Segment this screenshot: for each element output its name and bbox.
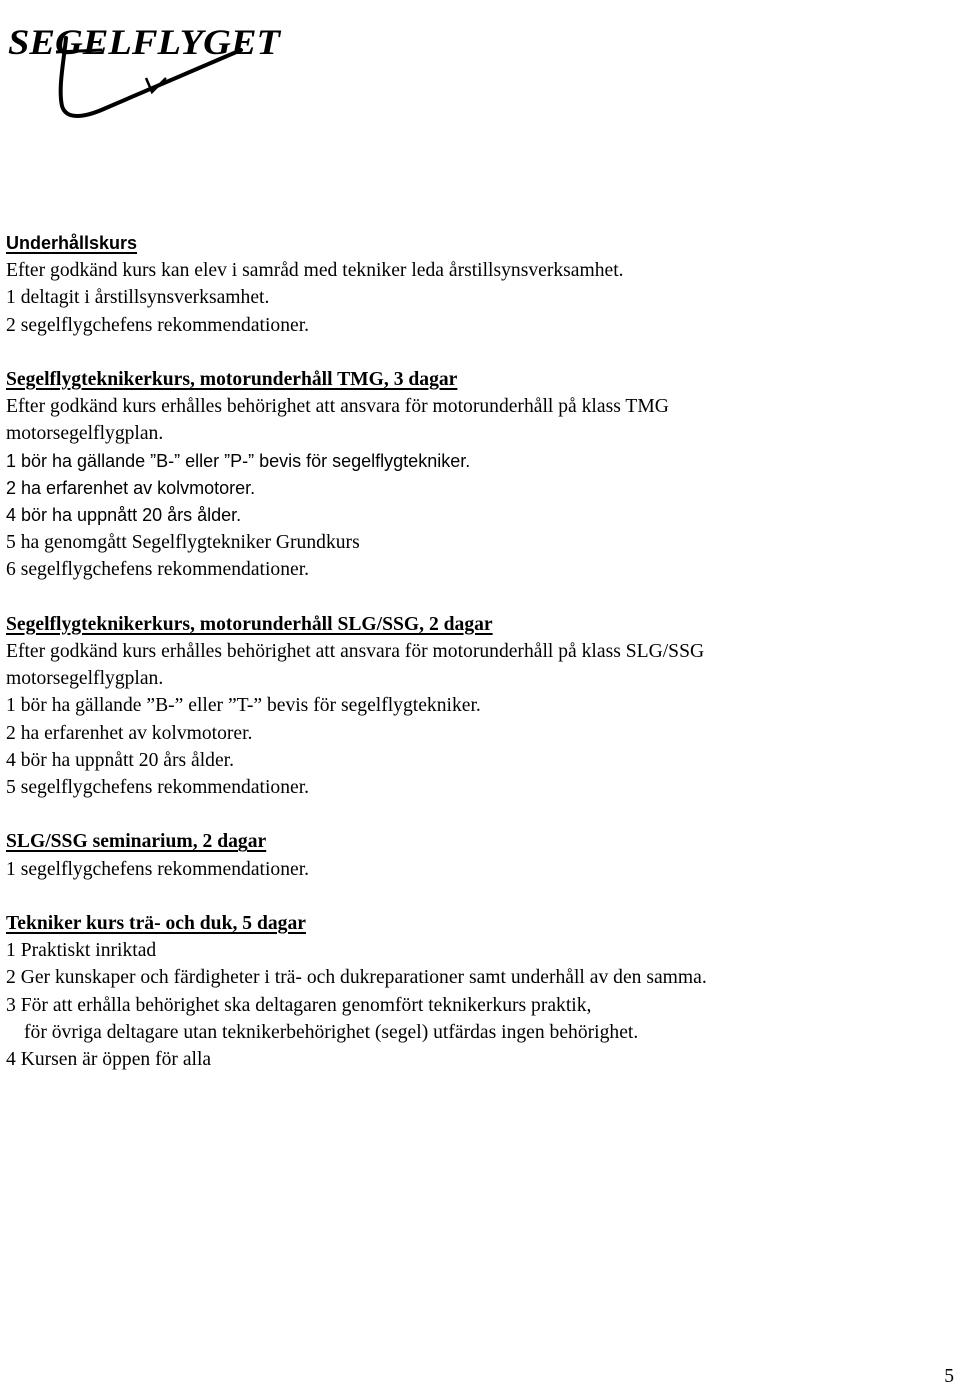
section-line: 3 För att erhålla behörighet ska deltagaren genomfört teknikerkurs praktik, xyxy=(6,994,592,1016)
section-line: 5 segelflygchefens rekommendationer. xyxy=(6,777,310,799)
section-line: 5 ha genomgått Segelflygtekniker Grundkurs xyxy=(6,532,360,554)
section-heading: SLG/SSG seminarium, 2 dagar xyxy=(6,831,267,853)
course-section xyxy=(6,910,936,1073)
section-line: 1 bör ha gällande ”B-” eller ”T-” bevis för segelflygtekniker. xyxy=(6,695,481,717)
section-line: 2 segelflygchefens rekommendationer. xyxy=(6,314,310,336)
section-line: 4 Kursen är öppen för alla xyxy=(6,1049,212,1071)
section-line: 1 segelflygchefens rekommendationer. xyxy=(6,858,310,880)
segelflyget-logo xyxy=(6,10,286,125)
section-line: 2 ha erfarenhet av kolvmotorer. xyxy=(6,477,256,498)
section-line: 4 bör ha uppnått 20 års ålder. xyxy=(6,749,234,771)
section-line: 6 segelflygchefens rekommendationer. xyxy=(6,559,310,581)
section-line: motorsegelflygplan. xyxy=(6,423,164,445)
section-line: Efter godkänd kurs erhålles behörighet att ansvara för motorunderhåll på klass TMG xyxy=(6,396,669,418)
segelflyget-logo-graphic xyxy=(6,10,286,125)
section-line: Efter godkänd kurs kan elev i samråd med tekniker leda årstillsynsverksamhet. xyxy=(6,260,624,282)
logo-crossbar xyxy=(56,50,102,52)
document-body xyxy=(6,230,936,1073)
course-section xyxy=(6,828,936,882)
section-heading: Underhållskurs xyxy=(6,233,138,253)
section-heading: Tekniker kurs trä- och duk, 5 dagar xyxy=(6,913,306,935)
section-line: 1 deltagit i årstillsynsverksamhet. xyxy=(6,287,270,309)
section-line: motorsegelflygplan. xyxy=(6,668,164,690)
section-line: 2 ha erfarenhet av kolvmotorer. xyxy=(6,722,253,744)
section-line: Efter godkänd kurs erhålles behörighet att ansvara för motorunderhåll på klass SLG/SSG xyxy=(6,641,705,663)
section-heading: Segelflygteknikerkurs, motorunderhåll TMG, 3 dagar xyxy=(6,369,458,390)
section-line: 4 bör ha uppnått 20 års ålder. xyxy=(6,505,242,526)
section-line: 1 Praktiskt inriktad xyxy=(6,940,157,962)
course-section xyxy=(6,230,936,339)
section-line: för övriga deltagare utan teknikerbehörighet (segel) utfärdas ingen behörighet. xyxy=(24,1021,639,1043)
section-heading: Segelflygteknikerkurs, motorunderhåll SLG/SSG, 2 dagar xyxy=(6,613,493,635)
page-number: 5 xyxy=(944,1366,954,1387)
section-line: 1 bör ha gällande ”B-” eller ”P-” bevis för segelflygtekniker. xyxy=(6,450,471,471)
course-section xyxy=(6,611,936,801)
course-section xyxy=(6,366,936,584)
section-line: 2 Ger kunskaper och färdigheter i trä- och dukreparationer samt underhåll av den samma. xyxy=(6,967,707,989)
logo-wordmark: SEGELFLYGET xyxy=(8,22,283,62)
